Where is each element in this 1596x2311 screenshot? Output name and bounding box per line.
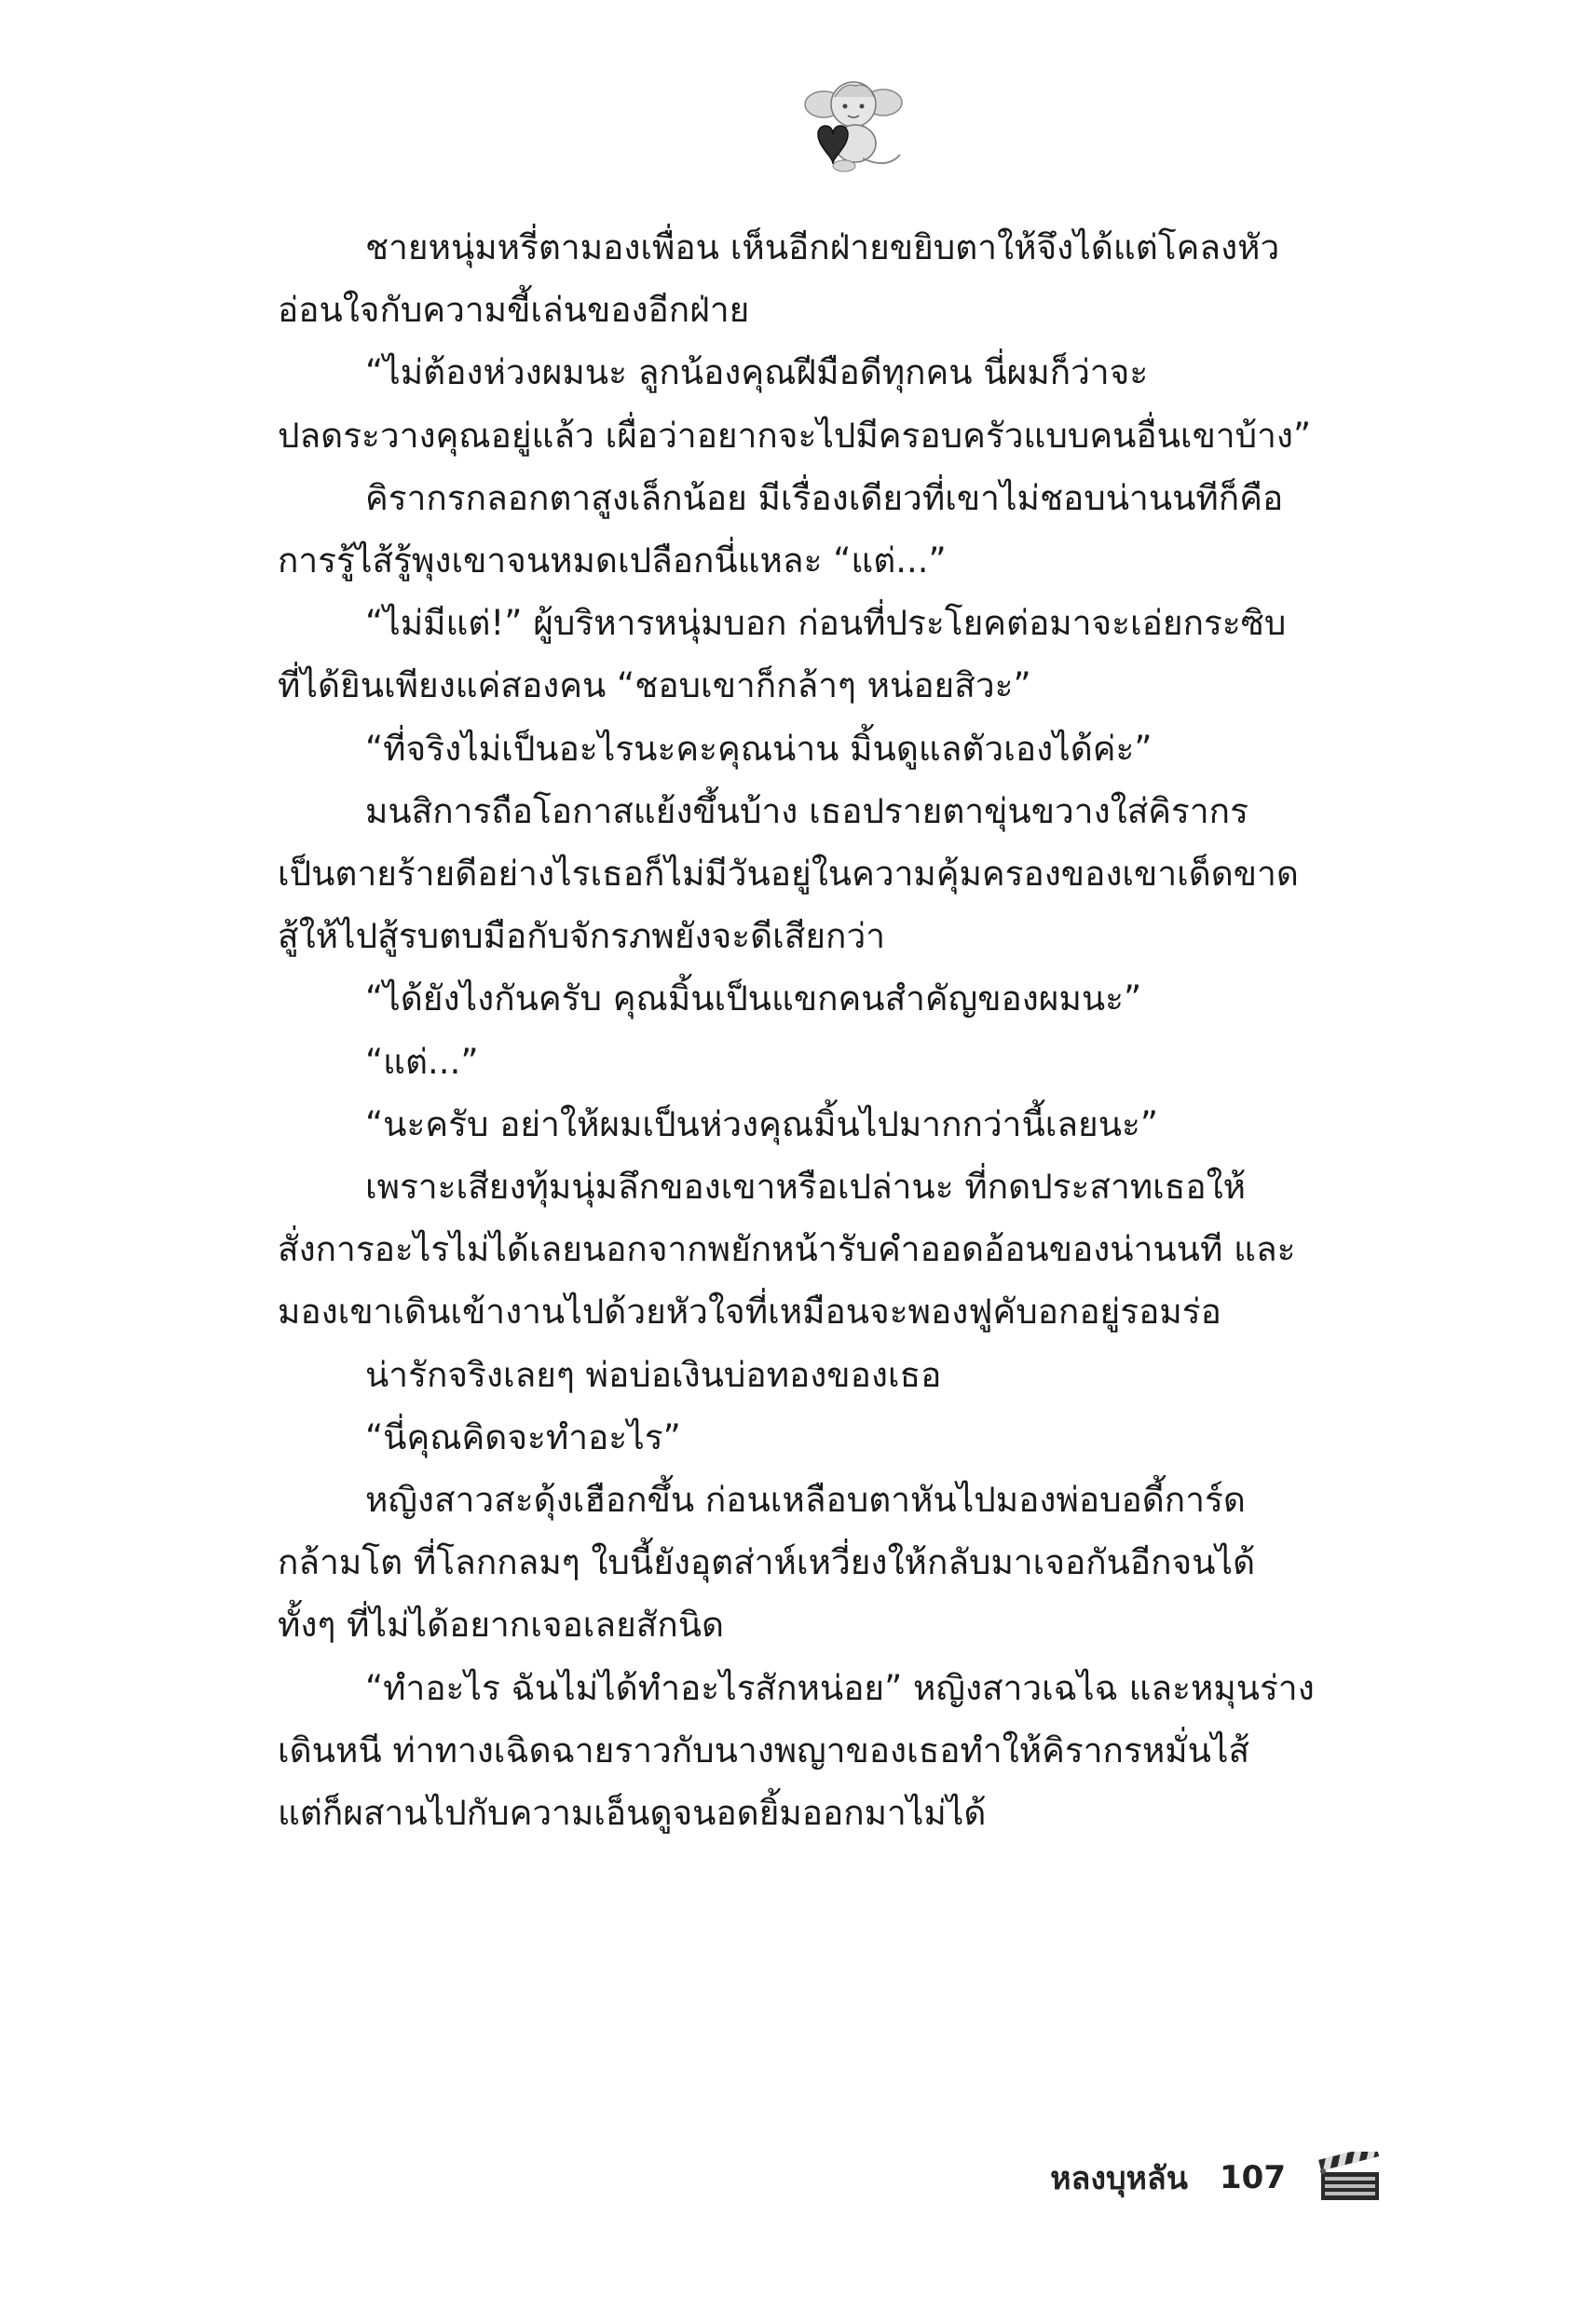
text-line: สู้ให้ไปสู้รบตบมือกับจักรภพยังจะดีเสียกว่า [278,916,886,957]
text-line: “ที่จริงไม่เป็นอะไรนะคะคุณน่าน มิ้นดูแลตัวเองได้ค่ะ” [365,728,1153,769]
text-line: “ได้ยังไงกันครับ คุณมิ้นเป็นแขกคนสำคัญของผมนะ” [365,978,1142,1019]
text-line: ชายหนุ่มหรี่ตามองเพื่อน เห็นอีกฝ่ายขยิบตาให้จึงได้แต่โคลงหัว [365,227,1280,267]
text-line: เดินหนี ท่าทางเฉิดฉายราวกับนางพญาของเธอทำให้คิรากรหมั่นไส้ [278,1730,1250,1771]
text-line: การรู้ไส้รู้พุงเขาจนหมดเปลือกนี่แหละ “แต่...” [278,540,947,581]
film-clapperboard-icon [1317,2152,1386,2204]
chapter-text [278,216,1424,1844]
text-line: อ่อนใจกับความขี้เล่นของอีกฝ่าย [278,290,750,331]
text-line: “นี่คุณคิดจะทำอะไร” [365,1416,681,1457]
text-line: มนสิการถือโอกาสแย้งขึ้นบ้าง เธอปรายตาขุ่นขวางใส่คิรากร [365,790,1248,831]
text-line: คิรากรกลอกตาสูงเล็กน้อย มีเรื่องเดียวที่เขาไม่ชอบน่านนทีก็คือ [365,477,1284,518]
text-line: เป็นตายร้ายดีอย่างไรเธอก็ไม่มีวันอยู่ในความคุ้มครองของเขาเด็ดขาด [278,854,1299,895]
book-title: หลงบุหลัน [1050,2160,1189,2197]
text-line: แต่ก็ผสานไปกับความเอ็นดูจนอดยิ้มออกมาไม่ได้ [278,1793,987,1834]
text-line: “ไม่มีแต่!” ผู้บริหารหนุ่มบอก ก่อนที่ประโยคต่อมาจะเอ่ยกระซิบ [365,603,1287,644]
text-line: หญิงสาวสะดุ้งเฮือกขึ้น ก่อนเหลือบตาหันไปมองพ่อบอดี้การ์ด [365,1480,1246,1521]
text-line: ทั้งๆ ที่ไม่ได้อยากเจอเลยสักนิด [278,1605,725,1646]
text-line: “นะครับ อย่าให้ผมเป็นห่วงคุณมิ้นไปมากกว่านี้เลยนะ” [365,1103,1159,1144]
page-footer [1050,2152,1386,2204]
text-line: เพราะเสียงทุ้มนุ่มลึกของเขาหรือเปล่านะ ที่กดประสาทเธอให้ [365,1167,1247,1208]
page-number: 107 [1220,2159,1286,2196]
text-line: น่ารักจริงเลยๆ พ่อบ่อเงินบ่อทองของเธอ [365,1354,942,1395]
text-line: “ไม่ต้องห่วงผมนะ ลูกน้องคุณฝีมือดีทุกคน นี่ผมก็ว่าจะ [365,352,1149,393]
text-line: กล้ามโต ที่โลกกลมๆ ใบนี้ยังอุตส่าห์เหวี่ยงให้กลับมาเจอกันอีกจนได้ [278,1542,1256,1583]
text-line: ปลดระวางคุณอยู่แล้ว เผื่อว่าอยากจะไปมีครอบครัวแบบคนอื่นเขาบ้าง” [278,415,1312,456]
text-line: ที่ได้ยินเพียงแค่สองคน “ชอบเขาก็กล้าๆ หน่อยสิวะ” [278,665,1031,706]
text-line: “ทำอะไร ฉันไม่ได้ทำอะไรสักหน่อย” หญิงสาวเฉไฉ และหมุนร่าง [365,1667,1315,1708]
text-line: มองเขาเดินเข้างานไปด้วยหัวใจที่เหมือนจะพองฟูคับอกอยู่รอมร่อ [278,1292,1221,1333]
text-line: สั่งการอะไรไม่ได้เลยนอกจากพยักหน้ารับคำออดอ้อนของน่านนที และ [278,1229,1296,1270]
cupid-with-heart-icon [798,76,909,179]
text-line: “แต่...” [365,1041,479,1082]
